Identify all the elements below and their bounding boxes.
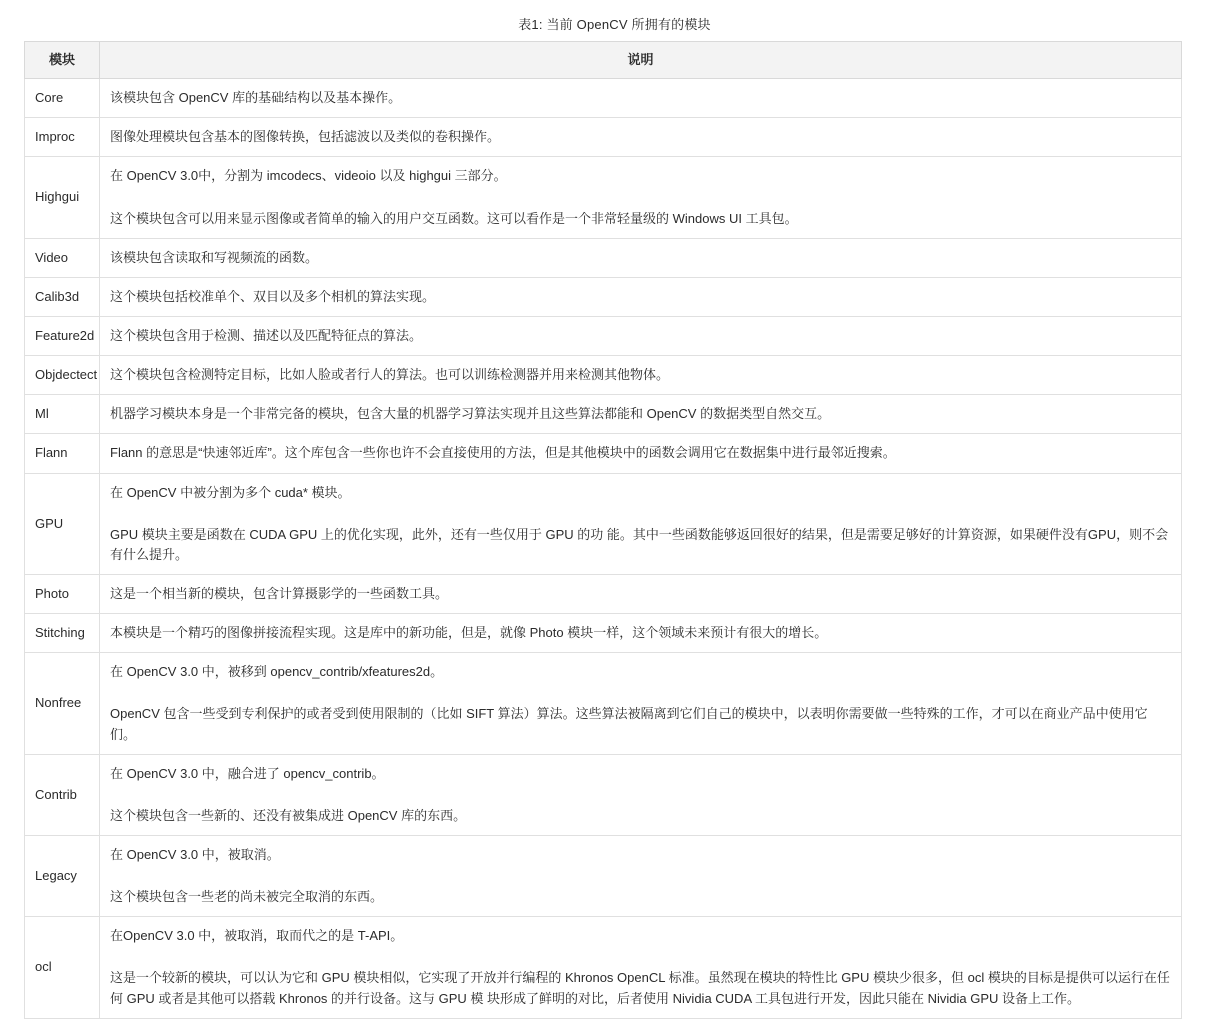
column-header-module: 模块 bbox=[25, 42, 100, 79]
module-name: Ml bbox=[25, 395, 100, 434]
module-description bbox=[100, 79, 1182, 118]
table-row bbox=[25, 79, 1182, 118]
table-row bbox=[25, 434, 1182, 473]
module-description bbox=[100, 434, 1182, 473]
module-description bbox=[100, 277, 1182, 316]
module-description bbox=[100, 473, 1182, 574]
module-description bbox=[100, 356, 1182, 395]
description-paragraph: 在 OpenCV 3.0 中，被移到 opencv_contrib/xfeatures2d。 bbox=[110, 664, 444, 680]
module-name: Nonfree bbox=[25, 653, 100, 754]
table-caption: 表1: 当前 OpenCV 所拥有的模块 bbox=[518, 17, 711, 32]
module-name: Highgui bbox=[25, 157, 100, 238]
table-header-row bbox=[25, 42, 1182, 79]
description-paragraph: 图像处理模块包含基本的图像转换，包括滤波以及类似的卷积操作。 bbox=[110, 129, 501, 145]
description-paragraph: 该模块包含读取和写视频流的函数。 bbox=[110, 249, 319, 265]
table-row bbox=[25, 277, 1182, 316]
module-name: Flann bbox=[25, 434, 100, 473]
table-row bbox=[25, 395, 1182, 434]
table-row bbox=[25, 754, 1182, 835]
table-row bbox=[25, 356, 1182, 395]
module-name: Stitching bbox=[25, 614, 100, 653]
description-paragraph: 这个模块包含检测特定目标，比如人脸或者行人的算法。也可以训练检测器并用来检测其他物体。 bbox=[110, 367, 670, 383]
description-paragraph: 在 OpenCV 中被分割为多个 cuda* 模块。 bbox=[110, 484, 351, 500]
column-header-description: 说明 bbox=[100, 42, 1182, 79]
table-row bbox=[25, 917, 1182, 1018]
module-name: Core bbox=[25, 79, 100, 118]
opencv-modules-table bbox=[24, 41, 1182, 1019]
module-description bbox=[100, 395, 1182, 434]
description-paragraph: 这个模块包含用于检测、描述以及匹配特征点的算法。 bbox=[110, 327, 423, 343]
module-description bbox=[100, 316, 1182, 355]
table-row bbox=[25, 473, 1182, 574]
description-paragraph: 在 OpenCV 3.0 中，融合进了 opencv_contrib。 bbox=[110, 765, 385, 781]
table-row bbox=[25, 835, 1182, 916]
module-description bbox=[100, 157, 1182, 238]
module-name: Legacy bbox=[25, 835, 100, 916]
description-paragraph: 这个模块包含一些老的尚未被完全取消的东西。 bbox=[110, 889, 384, 905]
table-row bbox=[25, 157, 1182, 238]
description-paragraph: 在 OpenCV 3.0 中，被取消。 bbox=[110, 846, 280, 862]
table-row bbox=[25, 614, 1182, 653]
description-paragraph: 该模块包含 OpenCV 库的基础结构以及基本操作。 bbox=[110, 90, 402, 106]
module-name: Improc bbox=[25, 118, 100, 157]
description-paragraph: 本模块是一个精巧的图像拼接流程实现。这是库中的新功能，但是，就像 Photo 模块一样，这个领域未来预计有很大的增长。 bbox=[110, 625, 828, 641]
module-description bbox=[100, 754, 1182, 835]
table-row bbox=[25, 316, 1182, 355]
module-description bbox=[100, 835, 1182, 916]
module-description bbox=[100, 614, 1182, 653]
description-paragraph: 机器学习模块本身是一个非常完备的模块，包含大量的机器学习算法实现并且这些算法都能和 OpenCV 的数据类型自然交互。 bbox=[110, 406, 831, 422]
table-row bbox=[25, 118, 1182, 157]
table-row bbox=[25, 238, 1182, 277]
module-name: Contrib bbox=[25, 754, 100, 835]
description-paragraph: 这是一个较新的模块，可以认为它和 GPU 模块相似，它实现了开放并行编程的 Khronos OpenCL 标准。虽然现在模块的特性比 GPU 模块少很多，但 ocl 模块的目标是提供可以运行在任何 GPU 或者是其他可以搭载 Khronos 的并行设备。这与 GPU 模 块形成了鲜明的对比，后者使用 Nividia CUDA 工具包进行开发，因此只能在 Nividia GPU 设备上工作。 bbox=[110, 970, 1170, 1006]
module-name: GPU bbox=[25, 473, 100, 574]
module-name: Photo bbox=[25, 574, 100, 613]
description-paragraph: GPU 模块主要是函数在 CUDA GPU 上的优化实现，此外，还有一些仅用于 GPU 的功 能。其中一些函数能够返回很好的结果，但是需要足够好的计算资源，如果硬件没有GPU，则不会有什么提升。 bbox=[110, 526, 1169, 562]
module-description bbox=[100, 653, 1182, 754]
description-paragraph: Flann 的意思是“快速邻近库”。这个库包含一些你也许不会直接使用的方法，但是其他模块中的函数会调用它在数据集中进行最邻近搜索。 bbox=[110, 445, 896, 461]
description-paragraph: 这个模块包含一些新的、还没有被集成进 OpenCV 库的东西。 bbox=[110, 807, 467, 823]
table-row bbox=[25, 574, 1182, 613]
module-name: Video bbox=[25, 238, 100, 277]
module-name: ocl bbox=[25, 917, 100, 1018]
description-paragraph: 在 OpenCV 3.0中，分割为 imcodecs、videoio 以及 highgui 三部分。 bbox=[110, 168, 507, 184]
module-name: Feature2d bbox=[25, 316, 100, 355]
description-paragraph: 在OpenCV 3.0 中，被取消，取而代之的是 T-API。 bbox=[110, 928, 404, 944]
table-body bbox=[25, 79, 1182, 1019]
module-name: Calib3d bbox=[25, 277, 100, 316]
description-paragraph: 这个模块包含可以用来显示图像或者简单的输入的用户交互函数。这可以看作是一个非常轻量级的 Windows UI 工具包。 bbox=[110, 210, 798, 226]
module-description bbox=[100, 118, 1182, 157]
table-row bbox=[25, 653, 1182, 754]
module-description bbox=[100, 574, 1182, 613]
description-paragraph: OpenCV 包含一些受到专利保护的或者受到使用限制的（比如 SIFT 算法）算法。这些算法被隔离到它们自己的模块中，以表明你需要做一些特殊的工作，才可以在商业产品中使用它们。 bbox=[110, 706, 1148, 742]
module-description bbox=[100, 238, 1182, 277]
description-paragraph: 这是一个相当新的模块，包含计算摄影学的一些函数工具。 bbox=[110, 585, 449, 601]
description-paragraph: 这个模块包括校准单个、双目以及多个相机的算法实现。 bbox=[110, 288, 436, 304]
module-description bbox=[100, 917, 1182, 1018]
module-name: Objdectect bbox=[25, 356, 100, 395]
